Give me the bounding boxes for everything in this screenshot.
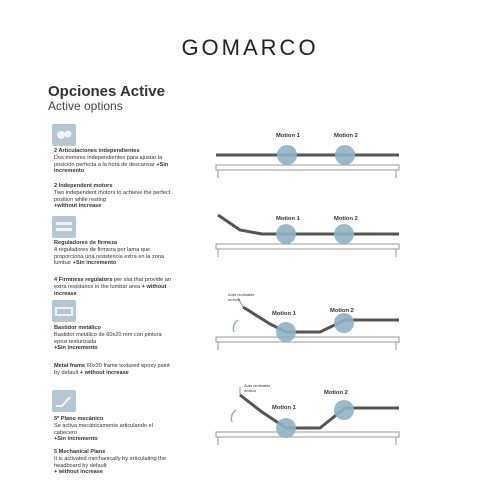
option-tag: + without increase <box>54 283 167 297</box>
option-tag: +Sin incremento <box>72 260 117 267</box>
motion-2-label: Motion 2 <box>324 390 348 396</box>
option-title: 5º Plano mecánico <box>54 416 104 422</box>
auto-recline-label: Auto reclinable motion <box>244 383 271 393</box>
option-body: Bastidor metálico de 60x20 mm con pintura epoxi texturizada <box>54 331 162 345</box>
motor-1-icon <box>276 322 296 342</box>
motor-2-icon <box>335 145 355 165</box>
bed-diagram-mechanical <box>216 387 399 445</box>
option-title: 4 Firmness regulators <box>54 277 113 283</box>
motor-1-icon <box>277 145 297 165</box>
motion-1-label: Motion 1 <box>276 133 300 139</box>
brand-logo: GOMARCO <box>181 35 319 60</box>
option-tag: +Sin incremento <box>54 345 98 352</box>
option-tag: + without increase <box>79 369 129 376</box>
motor-2-icon <box>334 313 354 333</box>
motor-2-icon <box>334 224 354 244</box>
motion-2-label: Motion 2 <box>334 216 358 222</box>
option-body: Se activa mecánicamente articulando el cabecero <box>54 422 153 436</box>
option-tag: +without increase <box>54 203 102 210</box>
bed-diagram-auto-recline <box>216 298 399 350</box>
option-title: Bastidor metálico <box>54 325 101 331</box>
option-title: Metal frame <box>54 363 86 369</box>
option-title: 5 Mechanical Plane <box>54 449 106 455</box>
motion-1-label: Motion 1 <box>272 405 296 411</box>
option-tag: +Sin incremento <box>54 436 98 443</box>
option-tag: + without increase <box>54 469 103 476</box>
auto-recline-label: Auto reclinable motion <box>228 292 255 302</box>
motor-2-icon <box>334 400 354 420</box>
option-body: per slat that provide an extra resistance in the lumbar area <box>54 277 171 290</box>
motion-1-label: Motion 1 <box>276 216 300 222</box>
option-title: 2 Independent motors <box>54 183 113 189</box>
option-title: 2 Articulaciones independientes <box>54 148 140 154</box>
motion-2-label: Motion 2 <box>334 133 358 139</box>
motor-1-icon <box>276 418 296 438</box>
option-body: 4 reguladores de firmeza por lama que proporciona una resistencia extra en la zona lumbar <box>54 246 165 267</box>
option-body: Dos motores independientes para ajustar la posición perfecta a la hora de descansar <box>54 154 163 168</box>
option-body: It is activated mechanically by articulating the headboard by default <box>54 455 166 469</box>
option-body: 60x30 frame textured epoxy paint by default <box>54 363 170 376</box>
motor-1-icon <box>276 224 296 244</box>
bed-diagram-head-raised <box>216 215 399 257</box>
page-title: Opciones Active <box>48 83 165 100</box>
motion-1-label: Motion 1 <box>272 311 296 317</box>
option-body: Two independent motors to achieve the perfect position while resting <box>54 189 171 203</box>
page-subtitle: Active options <box>48 99 123 113</box>
bed-diagram-flat <box>216 145 399 178</box>
motion-2-label: Motion 2 <box>330 308 354 314</box>
option-tag: +Sin incremento <box>54 161 169 175</box>
option-title: Reguladores de firmeza <box>54 240 118 246</box>
